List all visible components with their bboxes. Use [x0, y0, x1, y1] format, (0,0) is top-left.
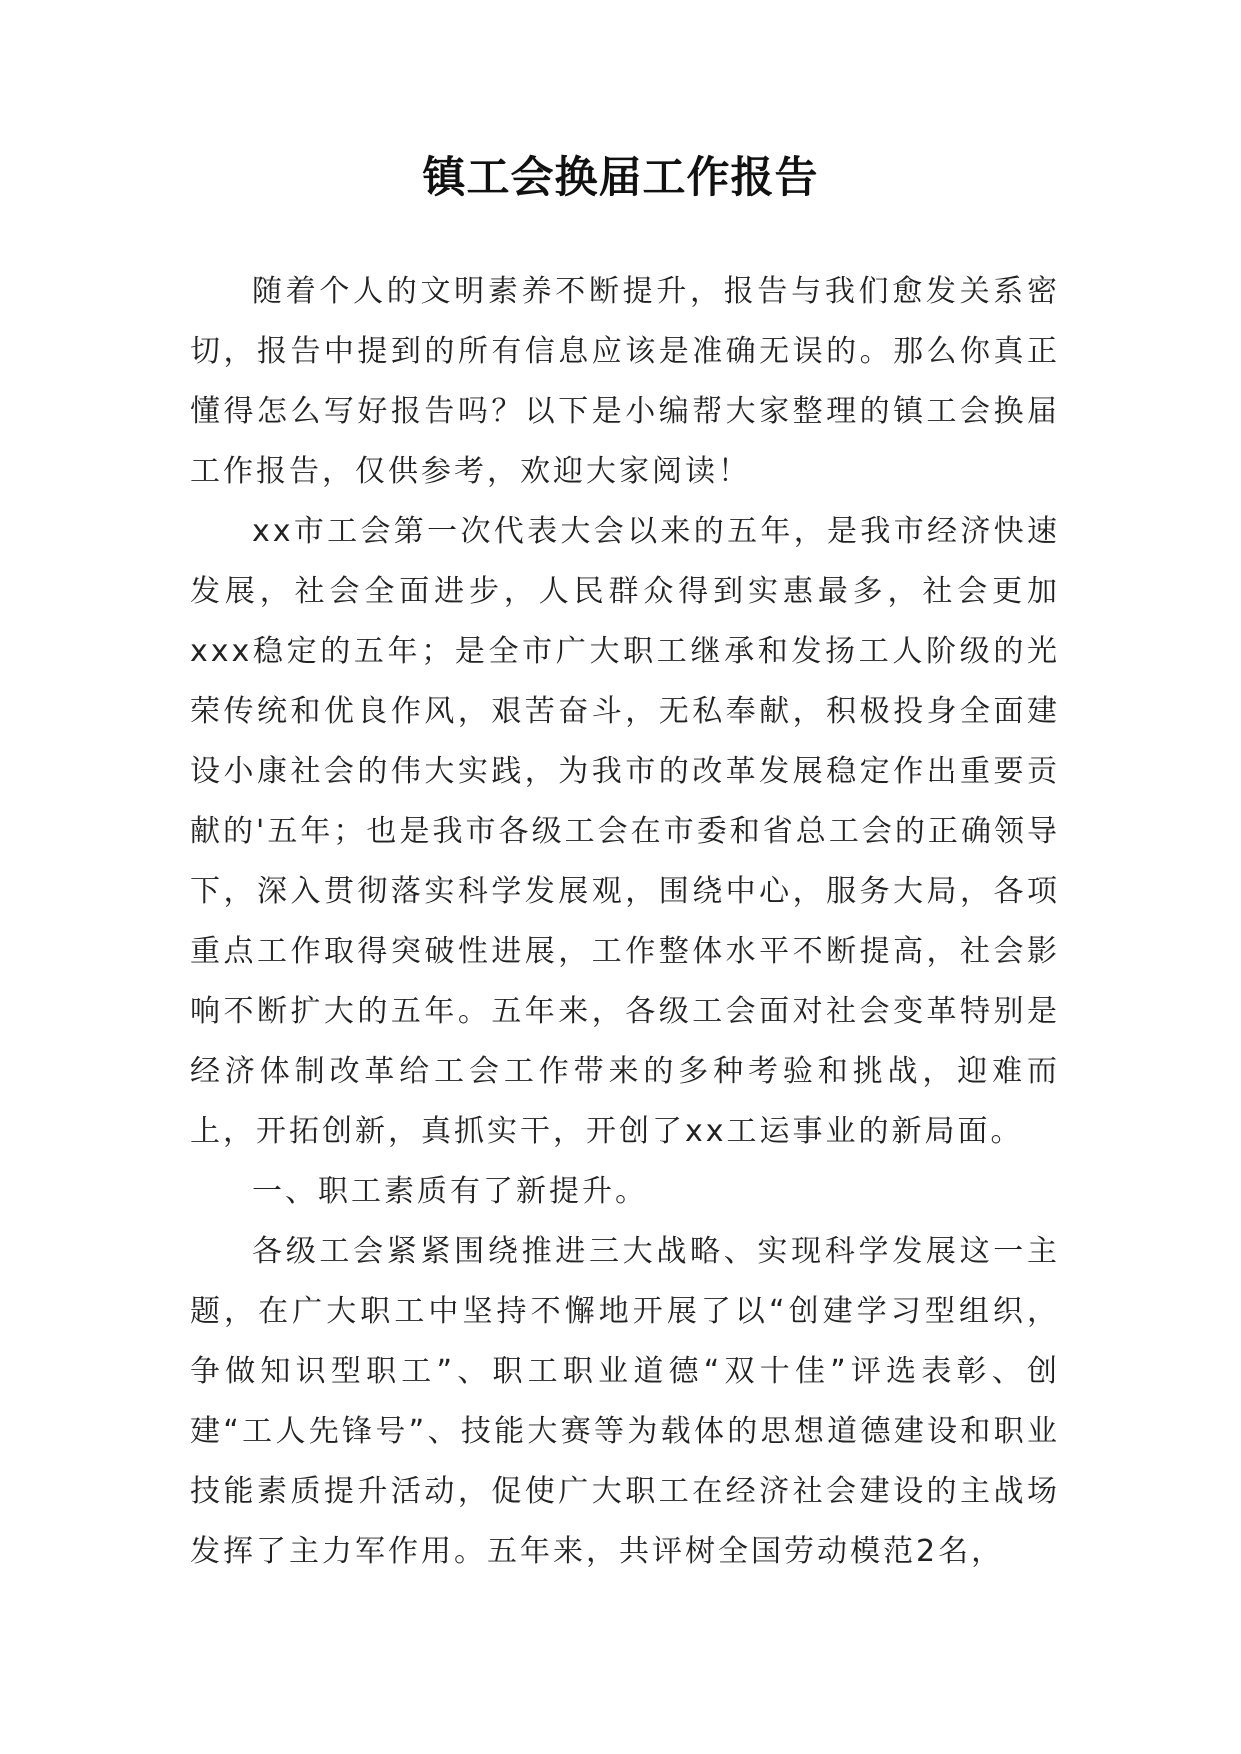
paragraph-overview: xx市工会第一次代表大会以来的五年，是我市经济快速发展，社会全面进步，人民群众得到实惠最多，社会更加xxx稳定的五年；是全市广大职工继承和发扬工人阶级的光荣传统和优良作风，艰苦奋斗，无私奉献，积极投身全面建设小康社会的伟大实践，为我市的改革发展稳定作出重要贡献的'五年；也是我市各级工会在市委和省总工会的正确领导下，深入贯彻落实科学发展观，围绕中心，服务大局，各项重点工作取得突破性进展，工作整体水平不断提高，社会影响不断扩大的五年。五年来，各级工会面对社会变革特别是经济体制改革给工会工作带来的多种考验和挑战，迎难而上，开拓创新，真抓实干，开创了xx工运事业的新局面。 [190, 514, 1060, 1149]
section-heading: 一、职工素质有了新提升。 [252, 1174, 648, 1209]
document-body [190, 262, 1060, 1582]
paragraph-section-1: 各级工会紧紧围绕推进三大战略、实现科学发展这一主题，在广大职工中坚持不懈地开展了以“创建学习型组织，争做知识型职工”、职工职业道德“双十佳”评选表彰、创建“工人先锋号”、技能大赛等为载体的思想道德建设和职业技能素质提升活动，促使广大职工在经济社会建设的主战场发挥了主力军作用。五年来，共评树全国劳动模范2名， [190, 1234, 1060, 1569]
document-title: 镇工会换届工作报告 [422, 153, 819, 203]
paragraph-intro: 随着个人的文明素养不断提升，报告与我们愈发关系密切，报告中提到的所有信息应该是准确无误的。那么你真正懂得怎么写好报告吗？以下是小编帮大家整理的镇工会换届工作报告，仅供参考，欢迎大家阅读！ [190, 274, 1060, 489]
